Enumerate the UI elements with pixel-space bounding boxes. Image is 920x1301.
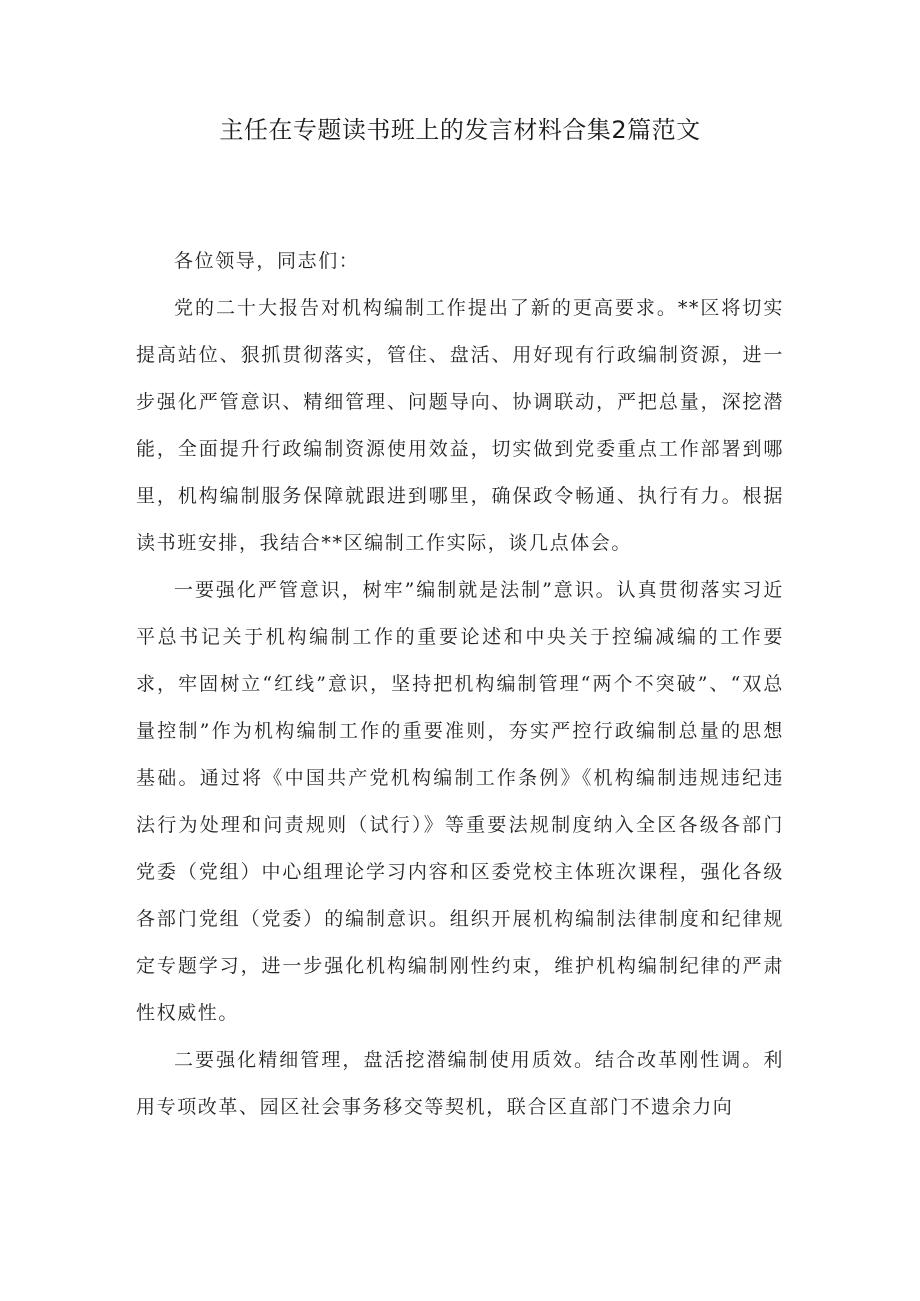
document-title: 主任在专题读书班上的发言材料合集2篇范文 [219, 116, 701, 144]
paragraph-point-two: 二要强化精细管理，盘活挖潜编制使用质效。结合改革刚性调。利用专项改革、园区社会事务移交等契机，联合区直部门不遗余力向 [136, 1049, 784, 1118]
document-body [136, 238, 784, 1131]
paragraph-salutation: 各位领导，同志们： [174, 250, 360, 272]
paragraph-point-one: 一要强化严管意识，树牢”编制就是法制”意识。认真贯彻落实习近平总书记关于机构编制工作的重要论述和中央关于控编减编的工作要求，牢固树立“红线”意识，坚持把机构编制管理“两个不突破”、“双总量控制”作为机构编制工作的重要准则，夯实严控行政编制总量的思想基础。通过将《中国共产党机构编制工作条例》《机构编制违规违纪违法行为处理和问责规则（试行）》等重要法规制度纳入全区各级各部门党委（党组）中心组理论学习内容和区委党校主体班次课程，强化各级各部门党组（党委）的编制意识。组织开展机构编制法律制度和纪律规定专题学习，进一步强化机构编制刚性约束，维护机构编制纪律的严肃性权威性。 [136, 579, 784, 1024]
paragraph-intro: 党的二十大报告对机构编制工作提出了新的更高要求。**区将切实提高站位、狠抓贯彻落实，管住、盘活、用好现有行政编制资源，进一步强化严管意识、精细管理、问题导向、协调联动，严把总量，深挖潜能，全面提升行政编制资源使用效益，切实做到党委重点工作部署到哪里，机构编制服务保障就跟进到哪里，确保政令畅通、执行有力。根据读书班安排，我结合**区编制工作实际，谈几点体会。 [136, 297, 784, 554]
